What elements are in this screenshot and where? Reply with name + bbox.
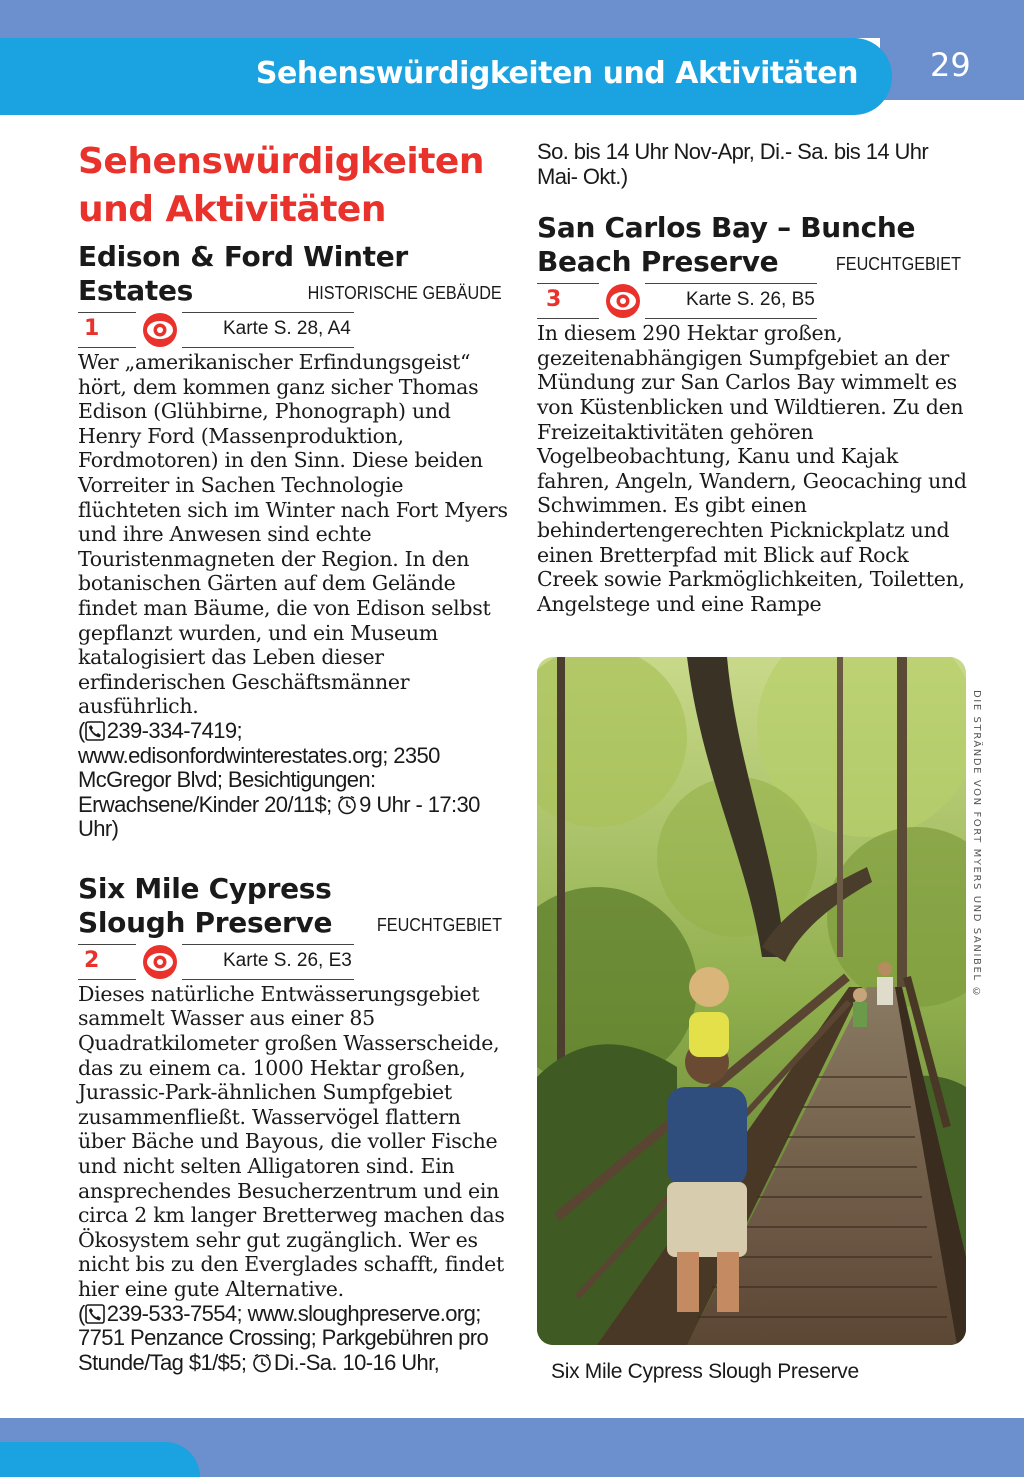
footer-tab bbox=[0, 1442, 200, 1477]
map-reference: Karte S. 26, B5 bbox=[686, 289, 815, 311]
entry-info: www.edisonfordwinterestates.org; 2350 McGregor Blvd; Besichtigungen: Erwachsene/Kinder 20/11$; bbox=[78, 742, 440, 817]
left-column bbox=[78, 138, 508, 1375]
entry-name-line-1: Six Mile Cypress bbox=[78, 871, 332, 905]
entry-description: Wer „amerikanischer Erfindungsgeist“ hört, dem kommen ganz sicher Thomas Edison (Glühbirne, Phonograph) und Henry Ford (Massenproduktion, Fordmotoren) in den Sinn. Diese beiden Vorreiter in Sachen Technologie flüchteten sich im Winter nach Fort Myers und ihre Anwesen sind echte Touristenmagneten der Region. In den botanischen Gärten auf dem Gelände findet man Bäume, die von Edison selbst gepflanzt wurden, und ein Museum katalogisiert das Leben dieser erfinderischen Geschäftsmänner ausführlich. bbox=[78, 350, 508, 719]
entry-head bbox=[537, 211, 967, 279]
entry-hours: 9 Uhr - 17:30 Uhr) bbox=[78, 791, 480, 842]
entry-name-line-1: San Carlos Bay – Bunche bbox=[537, 211, 916, 245]
running-header-title: Sehenswürdigkeiten und Aktivitäten bbox=[255, 56, 858, 91]
entry-name-line-2: Beach Preserve bbox=[537, 245, 779, 279]
entry-number: 1 bbox=[84, 316, 100, 341]
entry-hours-continued: So. bis 14 Uhr Nov-Apr, Di.- Sa. bis 14 Uhr Mai- Okt.) bbox=[537, 139, 929, 189]
entry-edison-ford bbox=[78, 240, 508, 842]
marker-row bbox=[78, 944, 358, 980]
entry-name-line-2: Slough Preserve bbox=[78, 905, 333, 939]
clock-icon bbox=[252, 1353, 272, 1373]
entry-type: FEUCHTGEBIET bbox=[835, 254, 961, 275]
entry-number: 2 bbox=[84, 947, 100, 973]
top-band bbox=[0, 0, 1024, 38]
entry-number: 3 bbox=[546, 287, 562, 313]
boardwalk-photo bbox=[537, 657, 966, 1345]
photo-credit: DIE STRÄNDE VON FORT MYERS UND SANIBEL © bbox=[971, 690, 982, 999]
marker-row bbox=[537, 283, 817, 319]
entry-name-line-1: Edison & Ford Winter bbox=[78, 240, 408, 273]
boardwalk-photo-illustration bbox=[537, 657, 966, 1345]
map-reference: Karte S. 28, A4 bbox=[223, 318, 351, 339]
page-number: 29 bbox=[930, 46, 971, 84]
entry-phone: 239-334-7419; bbox=[106, 717, 243, 743]
section-title-line-1: Sehenswürdigkeiten bbox=[78, 141, 484, 182]
section-title bbox=[78, 138, 508, 234]
entry-six-mile-cypress bbox=[78, 872, 508, 1376]
entry-head bbox=[78, 872, 508, 940]
eye-icon bbox=[603, 283, 643, 319]
map-reference: Karte S. 26, E3 bbox=[223, 949, 352, 971]
entry-san-carlos-bay bbox=[537, 211, 967, 616]
entry-head bbox=[78, 240, 508, 308]
eye-icon bbox=[140, 312, 180, 348]
entry-description: Dieses natürliche Entwässerungsgebiet sammelt Wasser aus einer 85 Quadratkilometer großen Wasserscheide, das zu einem ca. 1000 Hektar großen, Jurassic-Park-ähnlichen Sumpfgebiet zusammenfließt. Wasservögel flattern über Bäche und Bayous, die voller Fische und nicht selten Alligatoren sind. Ein ansprechendes Besucherzentrum und ein circa 2 km langer Bretterweg machen das Ökosystem sehr gut zugänglich. Wer es nicht bis zu den Everglades schafft, findet hier eine gute Alternative. bbox=[78, 981, 505, 1301]
header-bar bbox=[0, 38, 892, 115]
entry-phone: 239-533-7554; bbox=[106, 1300, 243, 1326]
entry-description: In diesem 290 Hektar großen, gezeitenabhängigen Sumpfgebiet an der Mündung zur San Carlos Bay wimmelt es von Küstenblicken und Wildtieren. Zu den Freizeitaktivitäten gehören Vogelbeobachtung, Kanu und Kajak fahren, Angeln, Wandern, Geocaching und Schwimmen. Es gibt einen behindertengerechten Picknickplatz und einen Bretterpfad mit Blick auf Rock Creek sowie Parkmöglichkeiten, Toiletten, Angelstege und eine Rampe bbox=[537, 321, 967, 616]
right-column bbox=[537, 140, 967, 616]
entry-practical-info: ( 239-334-7419; www.edisonfordwinterestates.org; 2350 McGregor Blvd; Besichtigungen: Erwachsene/Kinder 20/11$; 9 Uhr - 17:30 Uhr) bbox=[78, 717, 480, 842]
entry-info: www.sloughpreserve.org; 7751 Penzance Crossing; Parkgebühren pro Stunde/Tag $1/$5; bbox=[78, 1300, 489, 1375]
marker-row bbox=[78, 312, 358, 348]
entry-practical-info: ( 239-533-7554; www.sloughpreserve.org; 7751 Penzance Crossing; Parkgebühren pro Stunde/Tag $1/$5; Di.-Sa. 10-16 Uhr, bbox=[78, 1300, 489, 1375]
eye-icon bbox=[140, 944, 180, 980]
entry-type: HISTORISCHE GEBÄUDE bbox=[307, 283, 502, 303]
clock-icon bbox=[337, 795, 357, 815]
photo-caption: Six Mile Cypress Slough Preserve bbox=[551, 1360, 859, 1383]
phone-icon bbox=[85, 1304, 105, 1324]
phone-icon bbox=[85, 721, 105, 741]
entry-type: FEUCHTGEBIET bbox=[376, 914, 502, 935]
entry-name-line-2: Estates bbox=[78, 274, 194, 307]
section-title-line-2: und Aktivitäten bbox=[78, 189, 386, 230]
entry-hours: Di.-Sa. 10-16 Uhr, bbox=[273, 1349, 440, 1375]
